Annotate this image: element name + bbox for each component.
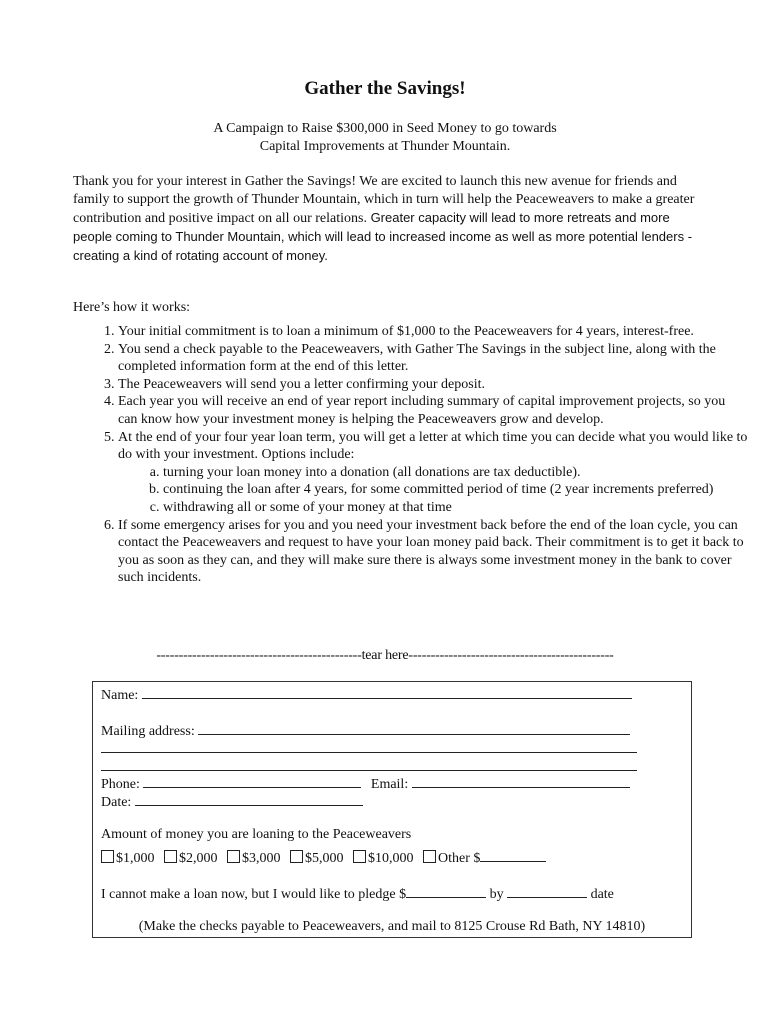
- amount-label-other: Other $: [438, 851, 481, 866]
- pledge-date-field[interactable]: [507, 883, 587, 898]
- pledge-amount-field[interactable]: [406, 883, 486, 898]
- intro-text: Thank you for your interest in Gather the Savings! We are excited to launch this new avenue for friends and family to support the growth of Thunder Mountain, which in turn will help the Peaceweavers to make a greater contribution and positive impact on all our relations.: [73, 174, 695, 226]
- date-row: [101, 791, 363, 811]
- mailing-address-line-3[interactable]: [101, 770, 637, 771]
- option-item: [163, 499, 748, 517]
- subtitle-line-2: Capital Improvements at Thunder Mountain.: [259, 139, 511, 154]
- subtitle-line-1: A Campaign to Raise $300,000 in Seed Money to go towards: [213, 121, 557, 136]
- checkbox-3000[interactable]: [227, 850, 240, 863]
- list-item: [118, 376, 748, 394]
- name-field[interactable]: [142, 684, 632, 699]
- step-text: At the end of your four year loan term, you will get a letter at which time you can decide what you would like to do with your investment. Options include:: [118, 429, 748, 463]
- mailing-row: [101, 720, 630, 740]
- phone-email-row: [101, 773, 630, 793]
- amount-heading: Amount of money you are loaning to the Peaceweavers: [101, 827, 412, 842]
- mailing-note: (Make the checks payable to Peaceweavers, and mail to 8125 Crouse Rd Bath, NY 14810): [138, 919, 646, 934]
- checkbox-other[interactable]: [423, 850, 436, 863]
- list-item: [118, 393, 748, 428]
- phone-label: Phone:: [101, 777, 140, 792]
- pledge-label: I cannot make a loan now, but I would like to pledge $: [101, 887, 407, 902]
- option-text: turning your loan money into a donation (all donations are tax deductible).: [163, 464, 581, 480]
- how-it-works-heading: Here’s how it works:: [73, 300, 191, 315]
- intro-text-continued: Greater capacity will lead to more retreats and more people coming to Thunder Mountain, which will lead to increased income as well as more potential lenders - creating a kind of rotating account of money.: [73, 210, 693, 263]
- option-item: [163, 481, 748, 499]
- step-text: You send a check payable to the Peaceweavers, with Gather The Savings in the subject line, along with the completed information form at the end of this letter.: [118, 341, 716, 375]
- mailing-address-line-2[interactable]: [101, 752, 637, 753]
- mailing-label: Mailing address:: [101, 724, 195, 739]
- checkbox-5000[interactable]: [290, 850, 303, 863]
- pledge-row: [101, 883, 614, 903]
- phone-field[interactable]: [143, 773, 361, 788]
- page-title: Gather the Savings!: [304, 78, 466, 99]
- list-item: [118, 517, 748, 587]
- amount-label-10000: $10,000: [368, 851, 414, 866]
- mailing-address-field[interactable]: [198, 720, 630, 735]
- name-row: [101, 684, 632, 704]
- date-field[interactable]: [135, 791, 363, 806]
- pledge-date-label: date: [590, 887, 614, 902]
- other-amount-field[interactable]: [480, 847, 546, 862]
- option-text: withdrawing all or some of your money at that time: [163, 499, 452, 515]
- amount-options: [101, 847, 546, 867]
- pledge-by-label: by: [489, 887, 504, 902]
- tear-line: ----------------------------------------------tear here----------------------------------------------: [156, 648, 614, 663]
- checkbox-10000[interactable]: [353, 850, 366, 863]
- amount-label-5000: $5,000: [305, 851, 344, 866]
- option-text: continuing the loan after 4 years, for some committed period of time (2 year increments preferred): [163, 482, 714, 498]
- steps-list: [73, 323, 748, 587]
- options-list: [118, 464, 748, 517]
- list-item: [118, 429, 748, 517]
- loan-form: [92, 681, 692, 938]
- amount-label-1000: $1,000: [116, 851, 155, 866]
- name-label: Name:: [101, 688, 139, 703]
- checkbox-1000[interactable]: [101, 850, 114, 863]
- amount-label-2000: $2,000: [179, 851, 218, 866]
- list-item: [118, 341, 748, 376]
- list-item: [118, 323, 748, 341]
- step-text: Your initial commitment is to loan a minimum of $1,000 to the Peaceweavers for 4 years, interest-free.: [118, 324, 694, 339]
- date-label: Date:: [101, 795, 132, 810]
- amount-label-3000: $3,000: [242, 851, 281, 866]
- email-label: Email:: [370, 777, 409, 792]
- email-field[interactable]: [412, 773, 630, 788]
- step-text: The Peaceweavers will send you a letter confirming your deposit.: [118, 376, 485, 392]
- step-text: If some emergency arises for you and you need your investment back before the end of the loan cycle, you can contact the Peaceweavers and request to have your loan money paid back. Their commitment is to get it back to you as soon as they can, and they will make sure there is always some investment money in the bank to cover such incidents.: [118, 517, 744, 586]
- subtitle: [0, 120, 770, 156]
- option-item: [163, 464, 748, 482]
- step-text: Each year you will receive an end of year report including summary of capital improvement projects, so you can know how your investment money is helping the Peaceweavers grow and develop.: [118, 394, 726, 427]
- intro-paragraph: [73, 173, 703, 266]
- checkbox-2000[interactable]: [164, 850, 177, 863]
